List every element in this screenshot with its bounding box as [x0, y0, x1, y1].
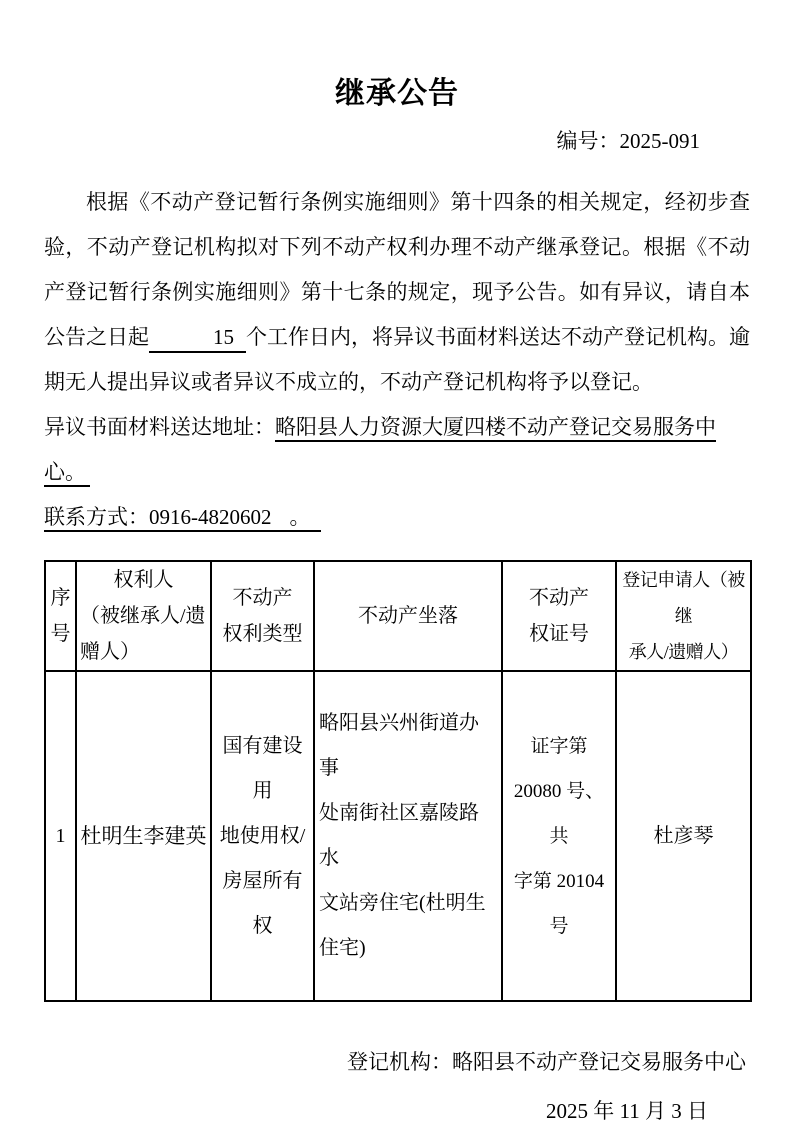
table-body — [45, 671, 751, 1001]
paragraph-part1: 根据《不动产登记暂行条例实施细则》第十四条的相关规定，经初步查验，不动产登记机构拟对下列不动产权利办理不动产继承登记。根据《不动产登记暂行条例实施细则》第十七条的规定，现予公告。如有异议，请自本公告之日起 — [44, 190, 750, 349]
header-location — [314, 561, 502, 671]
text-line: 地使用权/ — [219, 824, 306, 847]
text-line: 不动产 — [529, 587, 589, 609]
text-line: 处南街社区嘉陵路水 — [319, 802, 479, 869]
text-line: 20080 号、共 — [513, 780, 605, 847]
text-line: 文站旁住宅(杜明生 — [319, 892, 486, 914]
notice-paragraph — [44, 180, 750, 405]
notice-date: 2025 年 11 月 3 日 — [546, 1099, 708, 1122]
text-line: （被继承人/遗 — [80, 605, 206, 627]
text-line: 不动产 — [232, 587, 293, 609]
property-registration-table — [44, 560, 752, 1002]
text-line: 字第 20104 — [513, 870, 605, 892]
header-cert-number — [502, 561, 616, 671]
text-line: 赠人） — [80, 641, 140, 663]
text-line: 号 — [549, 915, 569, 937]
text-line: 略阳县兴州街道办事 — [319, 712, 479, 779]
cell-location — [314, 671, 502, 1001]
header-rights-holder — [76, 561, 211, 671]
text-line: 号 — [50, 623, 71, 645]
text-line: 承人/遗赠人） — [628, 642, 739, 662]
objection-address-line — [44, 405, 750, 495]
contact-suffix: 。 — [289, 505, 311, 529]
text-line: 权利类型 — [222, 623, 303, 645]
contact-line — [44, 495, 750, 540]
paragraph-part2: 个工作日内，将异议书面材料送达不动产登记机构。逾期无人提出异议或者异议不成立的，不动产登记机构将予以登记。 — [44, 325, 750, 394]
header-right-type — [211, 561, 314, 671]
objection-address-value: 略阳县人力资源大厦四楼不动产登记交易服务中心。 — [44, 415, 716, 487]
contact-label: 联系方式： — [44, 505, 149, 529]
text-line: 证字第 — [530, 735, 588, 757]
text-line: 序 — [50, 587, 71, 609]
objection-days-value: 15 — [149, 323, 246, 353]
page-title: 继承公告 — [335, 77, 459, 110]
table-header — [45, 561, 751, 671]
contact-underlined-text — [44, 505, 321, 532]
text-line: 房屋所有权 — [222, 869, 303, 937]
table-row — [45, 671, 751, 1001]
header-seq — [45, 561, 76, 671]
document-number: 编号：2025-091 — [556, 129, 700, 153]
table-header-row — [45, 561, 751, 671]
cell-rights-holder: 杜明生李建英 — [76, 671, 211, 1001]
notice-body — [44, 180, 750, 540]
cell-right-type — [211, 671, 314, 1001]
text-line: 住宅) — [319, 937, 366, 959]
text-line: 登记申请人（被继 — [622, 570, 745, 626]
cell-seq: 1 — [45, 671, 76, 1001]
text-line: 国有建设用 — [222, 734, 303, 802]
objection-address-label: 异议书面材料送达地址： — [44, 415, 275, 439]
text-line: 权证号 — [529, 623, 589, 645]
cell-cert-number — [502, 671, 616, 1001]
registration-authority-line: 登记机构：略阳县不动产登记交易服务中心 — [347, 1050, 746, 1074]
cell-applicant: 杜彦琴 — [616, 671, 751, 1001]
header-applicant — [616, 561, 751, 671]
text-line: 不动产坐落 — [358, 605, 458, 627]
contact-phone-value: 0916-4820602 — [149, 505, 272, 529]
text-line: 权利人 — [113, 569, 174, 591]
